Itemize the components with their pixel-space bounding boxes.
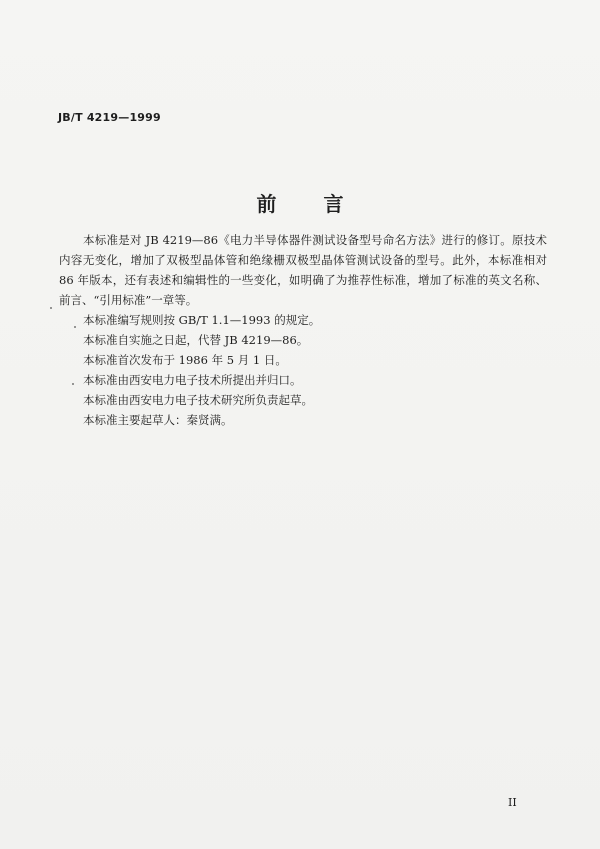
- paragraph-proposer: 本标准由西安电力电子技术所提出并归口。: [83, 373, 302, 387]
- page-number: II: [508, 796, 517, 809]
- standard-number: JB/T 4219—1999: [58, 111, 161, 124]
- paragraph-revision: 本标准是对 JB 4219—86《电力半导体器件测试设备型号命名方法》进行的修订。原技术内容无变化，增加了双极型晶体管和绝缘栅双极型晶体管测试设备的型号。此外，本标准相对 86 年版本，还有表述和编辑性的一些变化，如明确了为推荐性标准，增加了标准的英文名称、前言、“引用标准”一章等。: [59, 233, 547, 307]
- paragraph-drafting-rules: 本标准编写规则按 GB/T 1.1—1993 的规定。: [83, 313, 321, 327]
- paragraph-first-release: 本标准首次发布于 1986 年 5 月 1 日。: [83, 353, 287, 367]
- foreword-body: [59, 230, 547, 430]
- paragraph-drafter-org: 本标准由西安电力电子技术研究所负责起草。: [83, 393, 313, 407]
- paragraph-drafter-person: 本标准主要起草人：秦贤满。: [83, 413, 233, 427]
- scan-speck: [50, 307, 52, 309]
- paragraph-replacement: 本标准自实施之日起，代替 JB 4219—86。: [83, 333, 309, 347]
- scan-speck: [72, 383, 74, 385]
- scan-speck: [74, 326, 76, 328]
- page-title: 前 言: [256, 192, 364, 216]
